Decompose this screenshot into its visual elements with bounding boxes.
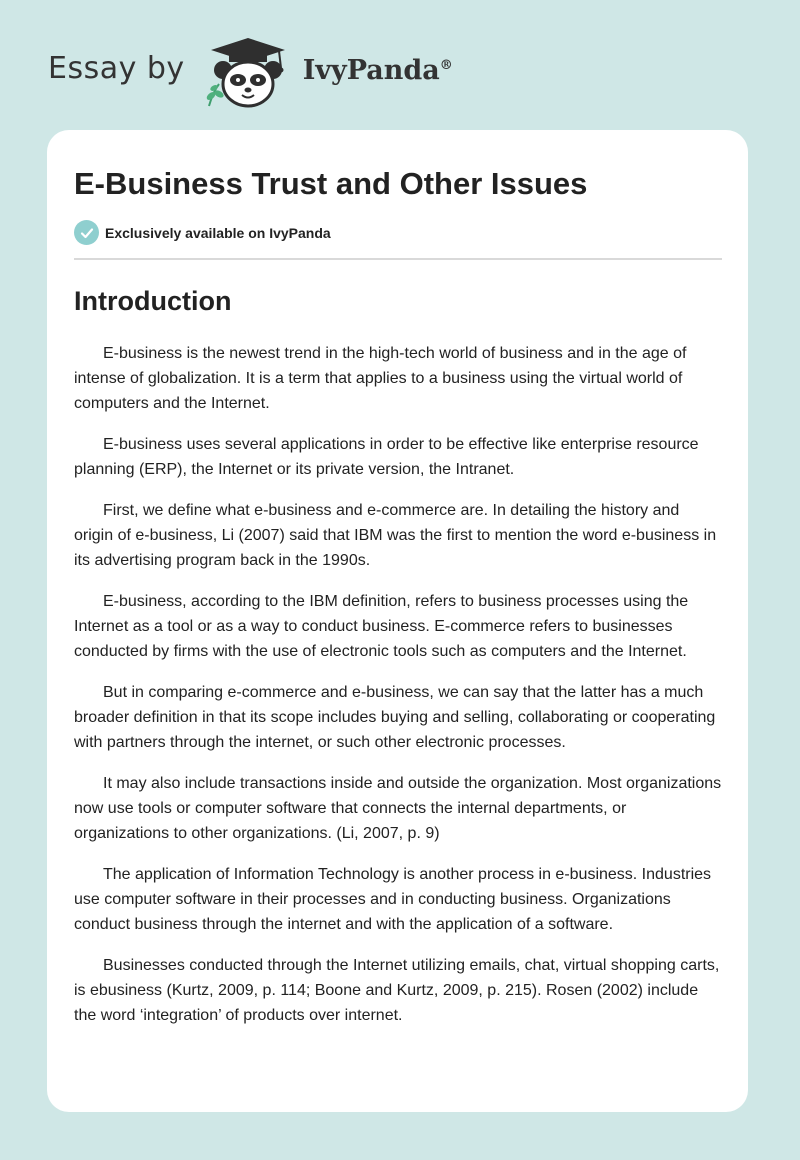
paragraph: First, we define what e-business and e-commerce are. In detailing the history and origin of e-business, Li (2007) said that IBM was the first to mention the word e-business in its advertising program back in the 1990s. (74, 502, 717, 569)
essay-by-label: Essay by (48, 50, 185, 86)
brand-name[interactable]: IvyPanda® (302, 54, 453, 86)
paragraph: But in comparing e-commerce and e-business, we can say that the latter has a much broader definition in that its scope includes buying and selling, collaborating or cooperating with partners through the internet, or such other electronic processes. (74, 684, 716, 751)
essay-body (74, 341, 722, 1028)
essay-card (47, 130, 748, 1112)
exclusive-badge-text: Exclusively available on IvyPanda (105, 224, 331, 241)
paragraph: The application of Information Technology is another process in e-business. Industries use computer software in their processes and in conducting business. Organizations conduct business through the internet and with the application of a software. (74, 866, 712, 933)
essay-title: E-Business Trust and Other Issues (74, 166, 588, 201)
paragraph: E-business uses several applications in order to be effective like enterprise resource planning (ERP), the Internet or its private version, the Intranet. (74, 436, 699, 478)
panda-graduate-logo-icon[interactable] (199, 34, 297, 110)
check-circle-icon (74, 220, 99, 245)
section-heading: Introduction (74, 286, 232, 316)
paragraph: E-business is the newest trend in the high-tech world of business and in the age of intense of globalization. It is a term that applies to a business using the virtual world of computers and the Internet. (74, 345, 687, 412)
site-header (48, 34, 453, 110)
title-divider (74, 258, 722, 260)
paragraph: E-business, according to the IBM definition, refers to business processes using the Internet as a tool or as a way to conduct business. E-commerce refers to businesses conducted by firms with the use of electronic tools such as computers and the Internet. (74, 593, 689, 660)
paragraph: Businesses conducted through the Internet utilizing emails, chat, virtual shopping carts, is ebusiness (Kurtz, 2009, p. 114; Boone and Kurtz, 2009, p. 215). Rosen (2002) include the word ‘integration’ of products over internet. (74, 957, 720, 1024)
paragraph: It may also include transactions inside and outside the organization. Most organizations now use tools or computer software that connects the internal departments, or organizations to other organizations. (Li, 2007, p. 9) (74, 775, 722, 842)
exclusive-badge (74, 220, 722, 245)
